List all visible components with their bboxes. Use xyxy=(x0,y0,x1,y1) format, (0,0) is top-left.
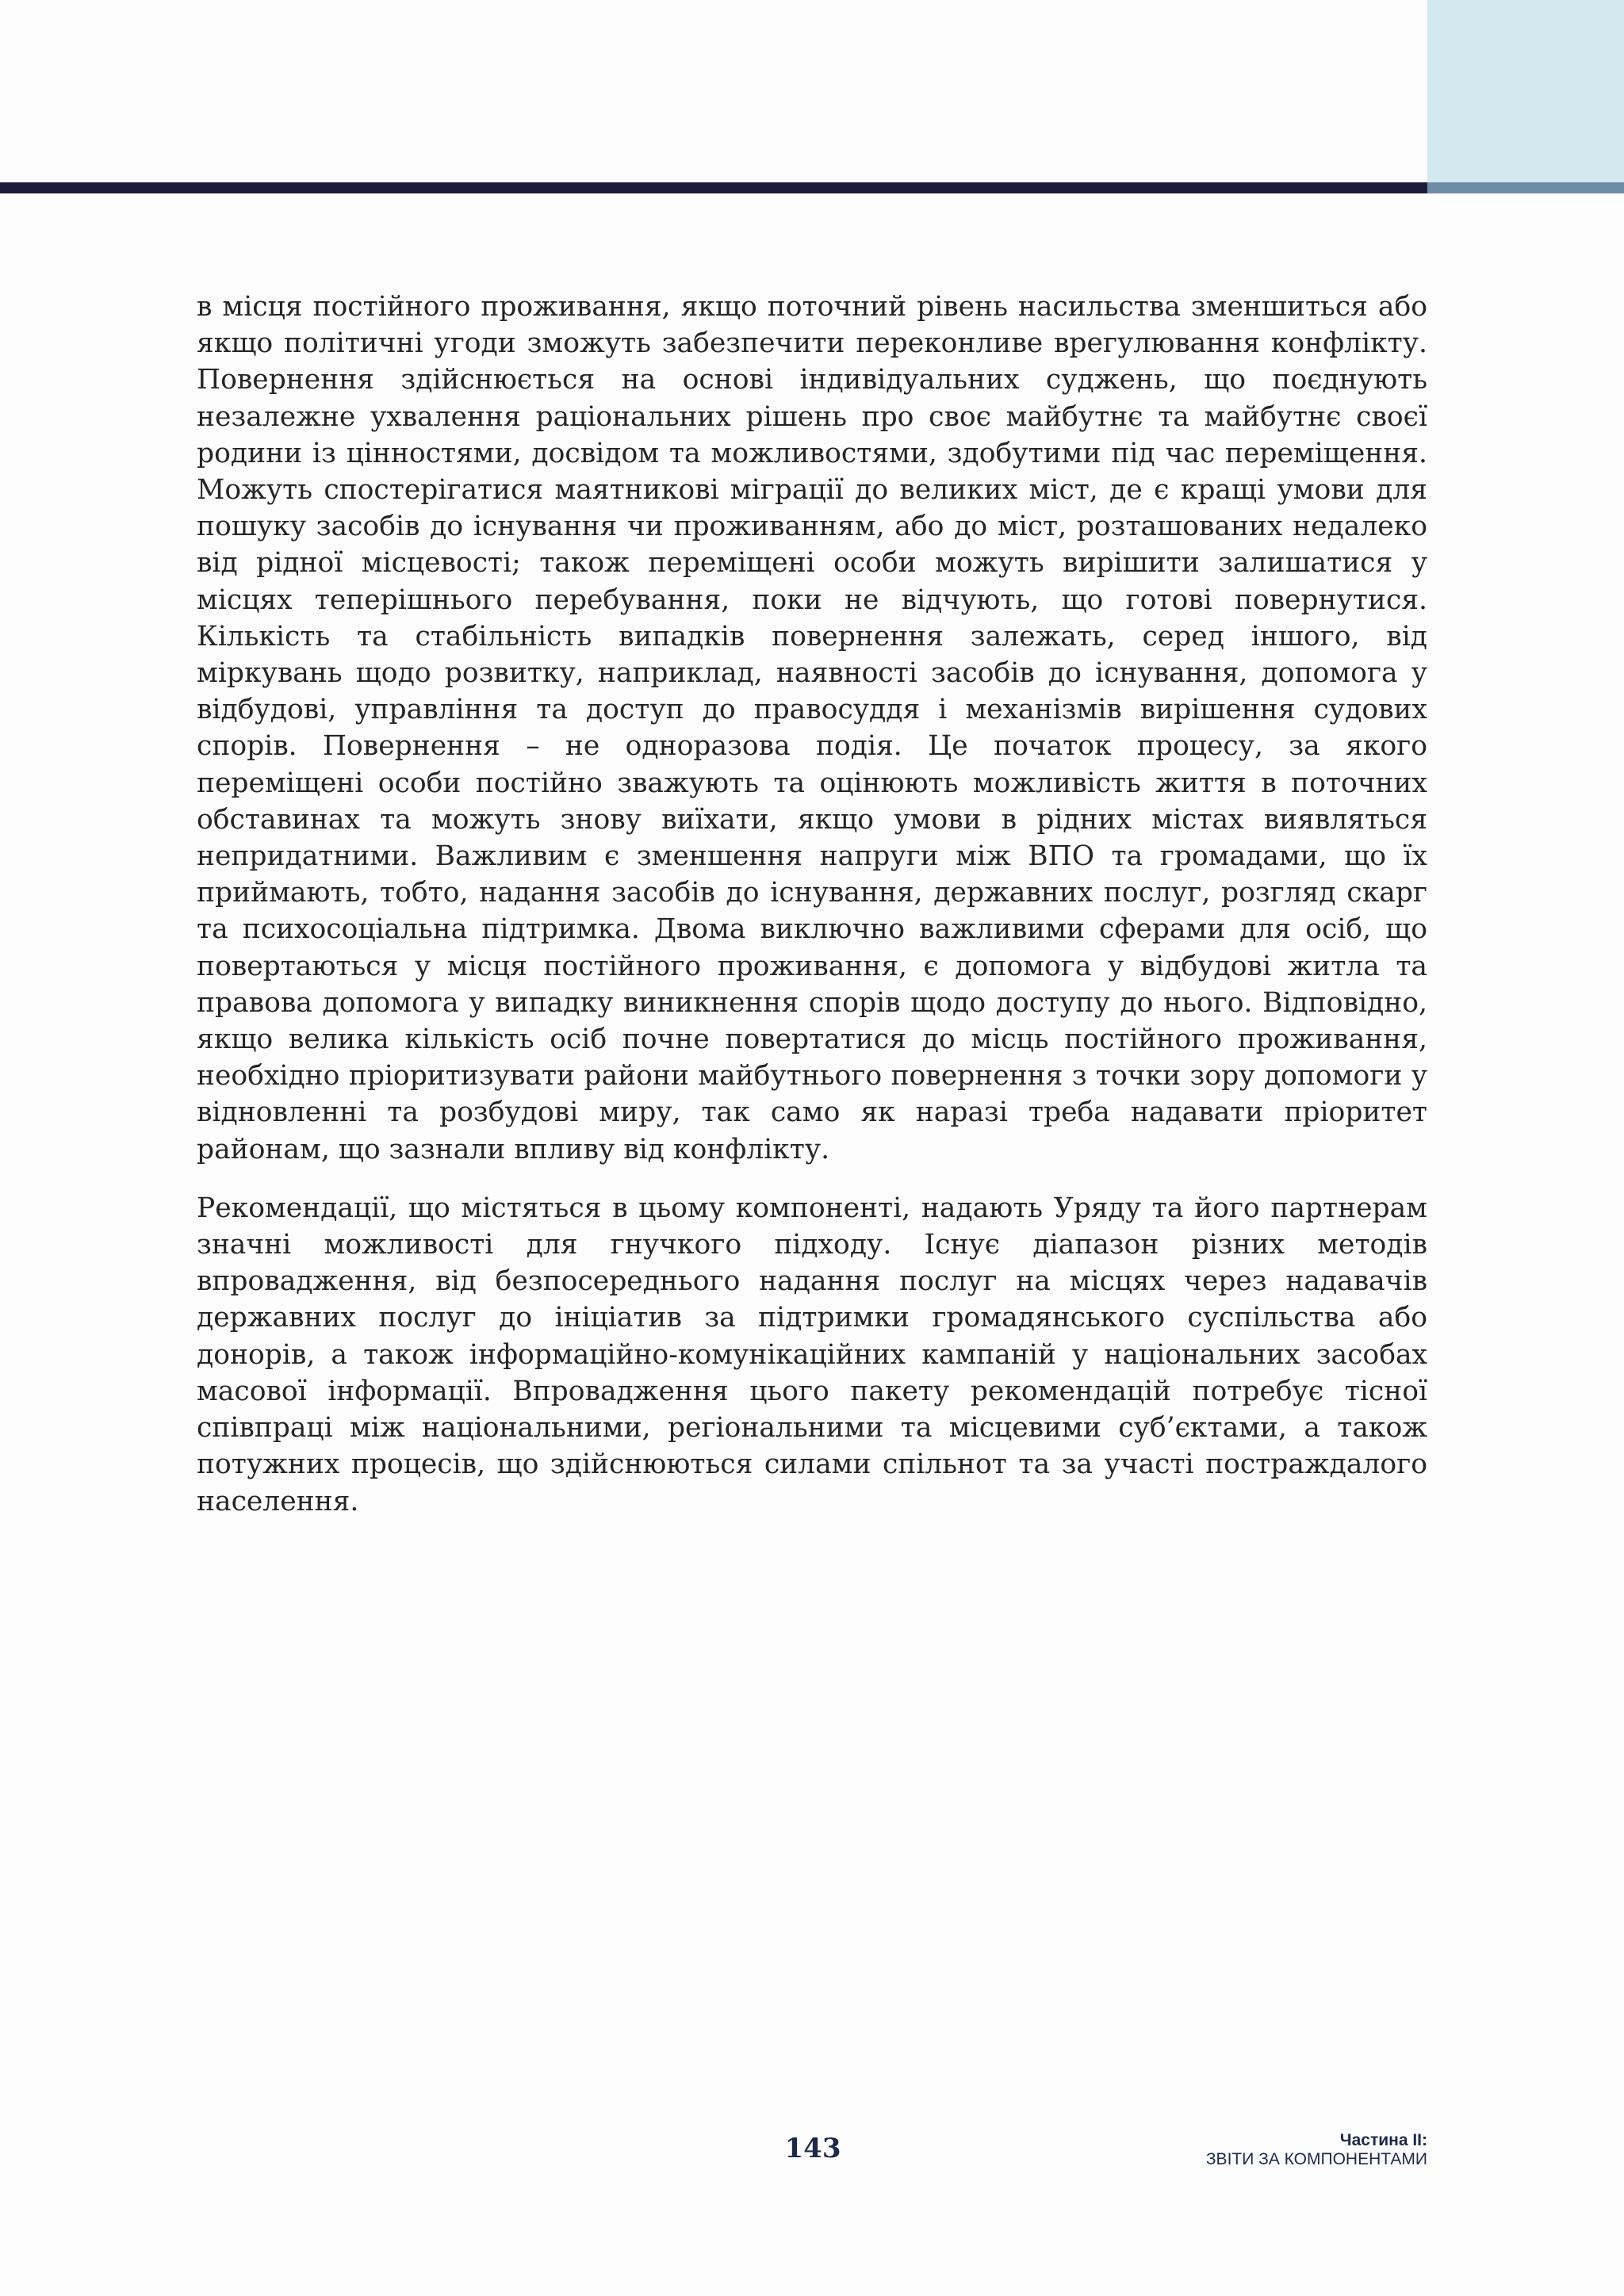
header-bar xyxy=(0,182,1427,193)
section-label xyxy=(1206,2131,1427,2169)
corner-tab-stripe xyxy=(1427,182,1624,193)
section-part-title: Частина II: xyxy=(1339,2131,1427,2149)
paragraph-2: Рекомендації, що містяться в цьому компоненті, надають Уряду та його партнерам значні можливості для гнучкого підходу. Існує діапазон різних методів впровадження, від безпосереднього надання послуг на місцях через надавачів державних послуг до ініціатив за підтримки громадянського суспільства або донорів, а також інформаційно-комунікаційних кампаній у національних засобах масової інформації. Впровадження цього пакету рекомендацій потребує тісної співпраці між національними, регіональними та місцевими суб’єктами, а також потужних процесів, що здійснюються силами спільнот та за участі постраждалого населення. xyxy=(197,1192,1427,1517)
section-part-subtitle: ЗВІТИ ЗА КОМПОНЕНТАМИ xyxy=(1205,2150,1427,2168)
corner-tab xyxy=(1427,0,1624,182)
body-text xyxy=(197,289,1427,1542)
paragraph-1: в місця постійного проживання, якщо поточний рівень насильства зменшиться або якщо політичні угоди зможуть забезпечити переконливе врегулювання конфлікту. Повернення здійснюється на основі індивідуальних суджень, що поєднують незалежне ухвалення раціональних рішень про своє майбутнє та майбутнє своєї родини із цінностями, досвідом та можливостями, здобутими під час переміщення. Можуть спостерігатися маятникові міграції до великих міст, де є кращі умови для пошуку засобів до існування чи проживанням, або до міст, розташованих недалеко від рідної місцевості; також переміщені особи можуть вирішити залишатися у місцях теперішнього перебування, поки не відчують, що готові повернутися. Кількість та стабільність випадків повернення залежать, серед іншого, від міркувань щодо розвитку, наприклад, наявності засобів до існування, допомога у відбудові, управління та доступ до правосуддя і механізмів вирішення судових спорів. Повернення – не одноразова подія. Це початок процесу, за якого переміщені особи постійно зважують та оцінюють можливість життя в поточних обставинах та можуть знову виїхати, якщо умови в рідних містах виявляться непридатними. Важливим є зменшення напруги між ВПО та громадами, що їх приймають, тобто, надання засобів до існування, державних послуг, розгляд скарг та психосоціальна підтримка. Двома виключно важливими сферами для осіб, що повертаються у місця постійного проживання, є допомога у відбудові житла та правова допомога у випадку виникнення спорів щодо доступу до нього. Відповідно, якщо велика кількість осіб почне повертатися до місць постійного проживання, необхідно пріоритизувати райони майбутнього повернення з точки зору допомоги у відновленні та розбудові миру, так само як наразі треба надавати пріоритет районам, що зазнали впливу від конфлікту. xyxy=(197,291,1427,1165)
page-number: 143 xyxy=(784,2133,841,2164)
